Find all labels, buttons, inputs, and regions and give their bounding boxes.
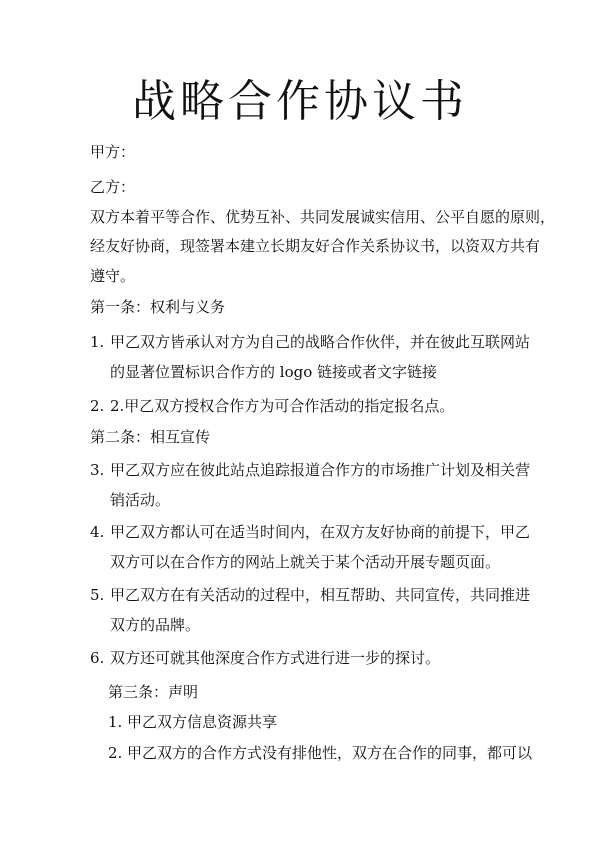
list-item-number: 1. [90, 333, 105, 351]
list-item-text: 双方还可就其他深度合作方式进行进一步的探讨。 [110, 649, 441, 667]
list-item-number: 6. [90, 649, 105, 667]
list-item-text: 的显著位置标识合作方的 logo 链接或者文字链接 [110, 363, 437, 381]
article-1-heading: 第一条：权利与义务 [90, 298, 226, 316]
list-item-text: 甲乙双方应在彼此站点追踪报道合作方的市场推广计划及相关营 [110, 461, 531, 479]
list-item-text: 甲乙双方信息资源共享 [127, 713, 278, 731]
article-3-heading: 第三条：声明 [108, 683, 199, 701]
list-item-text: 甲乙双方的合作方式没有排他性，双方在合作的同事，都可以 [127, 744, 533, 762]
list-item-number: 2. [90, 397, 105, 415]
document-title: 战略合作协议书 [132, 76, 468, 127]
list-item-number: 3. [90, 461, 105, 479]
list-item-text: 2.甲乙双方授权合作方为可合作活动的指定报名点。 [110, 397, 455, 415]
list-item-text: 甲乙双方皆承认对方为自己的战略合作伙伴，并在彼此互联网站 [110, 333, 531, 351]
party-b-label: 乙方： [90, 178, 136, 196]
list-item-text: 双方可以在合作方的网站上就关于某个活动开展专题页面。 [110, 553, 501, 571]
list-item-text: 销活动。 [110, 491, 171, 509]
intro-line: 双方本着平等合作、优势互补、共同发展诚实信用、公平自愿的原则， [90, 208, 556, 226]
list-item-number: 5. [90, 586, 105, 604]
list-item-number: 1. [108, 713, 123, 731]
list-item-number: 4. [90, 523, 105, 541]
list-item-text: 甲乙双方都认可在适当时间内，在双方友好协商的前提下，甲乙 [110, 523, 531, 541]
intro-line: 遵守。 [90, 267, 136, 285]
list-item-text: 双方的品牌。 [110, 616, 201, 634]
party-a-label: 甲方： [90, 143, 136, 161]
intro-line: 经友好协商，现签署本建立长期友好合作关系协议书，以资双方共有 [90, 237, 541, 255]
list-item-number: 2. [108, 744, 123, 762]
article-2-heading: 第二条：相互宣传 [90, 428, 211, 446]
list-item-text: 甲乙双方在有关活动的过程中，相互帮助、共同宣传，共同推进 [110, 586, 531, 604]
